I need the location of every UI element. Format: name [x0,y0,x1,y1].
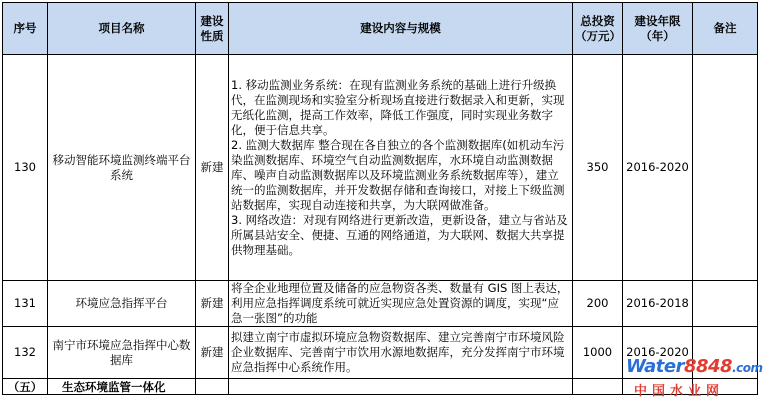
row-construction-nature: 新建 [196,327,229,379]
content-item: 将全企业地理位置及储备的应急物资各类、数量有 GIS 图上表达，利用应急指挥调度系统可就近实现应急处置资源的调度，实现“应急一张图”的功能 [231,281,569,325]
row-content [229,327,573,379]
project-table [2,2,758,395]
table-row [3,281,758,327]
row-period: 2016-2020 [623,327,693,379]
header-content-scale: 建设内容与规模 [229,3,573,55]
header-row [3,3,758,55]
row-investment: 350 [573,55,623,281]
content-item: 2. 监测大数据库 整合现在各自独立的各个监测数据库(如机动车污染监测数据库、环境空气自动监测数据库，水环境自动监测数据库、噪声自动监测数据库以及环境监测业务系统数据库等），建立统一的监测数据库，并开发数据存储和查询接口，对接上下级监测站数据库，实现自动连接和共享，为大联网做准备。 [231,137,565,212]
row-content [229,281,573,327]
section-empty-cell [196,379,229,395]
content-item: 3. 网络改造：对现有网络进行更新改造，更新设备，建立与省站及所属县站安全、便捷、互通的网络通道，为大联网、数据大共享提供物理基础。 [231,212,568,257]
row-period: 2016-2020 [623,55,693,281]
content-item: 1. 移动监测业务系统：在现有监测业务系统的基础上进行升级换代，在监测现场和实验室分析现场直接进行数据录入和更新，实现无纸化监测，提高工作效率，降低工作强度，同时实现业务数字化，便于信息共享。 [231,77,565,137]
header-construction-nature: 建设性质 [196,3,229,55]
row-period: 2016-2018 [623,281,693,327]
row-remarks [693,281,758,327]
watermark-brand [626,356,763,377]
watermark-cn-text: 中国水业网 [634,384,725,399]
header-remarks: 备注 [693,3,758,55]
section-seq: （五） [3,379,48,395]
section-title: 生态环境监管一体化 [48,379,196,395]
section-empty-cell [229,379,573,395]
watermark-brand-num: 8848 [683,356,733,377]
header-total-investment: 总投资（万元） [573,3,623,55]
row-seq: 132 [3,327,48,379]
watermark-brand-rest: ater [644,356,684,377]
row-project-name: 环境应急指挥平台 [48,281,196,327]
table-row [3,55,758,281]
section-empty-cell [573,379,623,395]
row-project-name: 南宁市环境应急指挥中心数据库 [48,327,196,379]
header-construction-period: 建设年限（年） [623,3,693,55]
content-item: 拟建立南宁市虚拟环境应急物资数据库、建立完善南宁市环境风险企业数据库、完善南宁市饮用水源地数据库，充分发挥南宁市环境应急指挥中心系统作用。 [231,330,565,374]
row-project-name: 移动智能环境监测终端平台系统 [48,55,196,281]
water8848-watermark [626,356,763,400]
row-construction-nature: 新建 [196,55,229,281]
row-seq: 131 [3,281,48,327]
row-investment: 200 [573,281,623,327]
row-content [229,55,573,281]
header-project-name: 项目名称 [48,3,196,55]
header-seq: 序号 [3,3,48,55]
row-seq: 130 [3,55,48,281]
watermark-brand-w: W [626,356,645,377]
row-investment: 1000 [573,327,623,379]
row-construction-nature: 新建 [196,281,229,327]
row-remarks [693,55,758,281]
watermark-brand-tld: .com [732,361,763,375]
